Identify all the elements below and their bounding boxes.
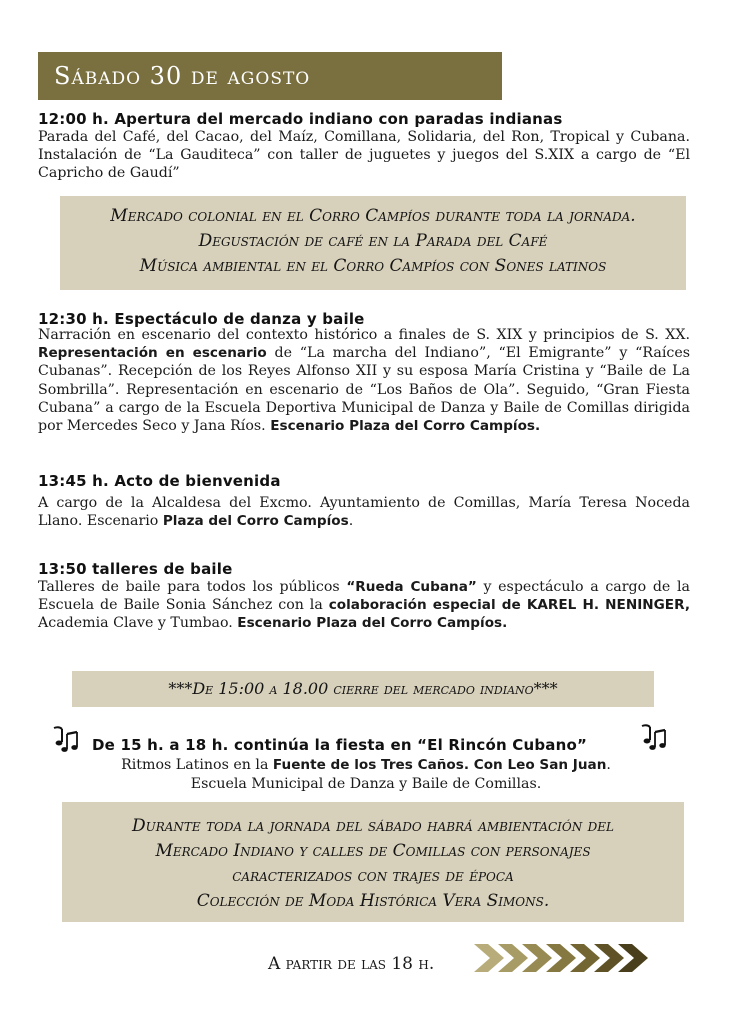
text-run: A cargo de la Alcaldesa del Excmo. Ayuntamiento de Comillas, María Teresa Noceda Llano. Escenario — [38, 495, 690, 530]
text-bold: “Rueda Cubana” — [346, 579, 477, 595]
info-box-line: Colección de Moda Histórica Vera Simons. — [196, 891, 550, 911]
info-box-line: Mercado colonial en el Corro Campíos durante toda la jornada. — [110, 206, 636, 226]
info-box-line: Degustación de café en la Parada del Café — [198, 231, 548, 251]
info-box-line: ***De 15:00 a 18.00 cierre del mercado indiano*** — [168, 679, 558, 698]
section-title-bienvenida: 13:45 h. Acto de bienvenida — [38, 472, 281, 490]
music-notes-icon — [638, 722, 668, 752]
section-text-danza — [38, 326, 690, 435]
page-title: Sábado 30 de agosto — [38, 52, 502, 100]
text-bold: Escenario Plaza del Corro Campíos. — [237, 615, 508, 632]
section-text-apertura: Parada del Café, del Cacao, del Maíz, Comillana, Solidaria, del Ron, Tropical y Cubana. Instalación de “La Gauditeca” con taller de juguetes y juegos del S.XIX a cargo de “El Capricho de Gaudí” — [38, 129, 690, 182]
chevron-arrows-icon — [474, 942, 660, 974]
section-title-apertura: 12:00 h. Apertura del mercado indiano con paradas indianas — [38, 110, 563, 128]
text-bold: Escenario Plaza del Corro Campíos. — [270, 418, 541, 435]
text-run: Narración en escenario del contexto histórico a finales de S. XIX y principios de S. XX. — [38, 327, 690, 343]
info-box-line: Música ambiental en el Corro Campíos con Sones latinos — [139, 256, 607, 276]
info-box-ambientacion — [62, 802, 684, 922]
info-box-mercado-colonial — [60, 196, 686, 290]
text-run: Ritmos Latinos en la — [121, 757, 273, 773]
rincon-cubano-line-1 — [0, 756, 732, 774]
text-bold: Fuente de los Tres Caños. Con Leo San Juan — [272, 757, 607, 773]
section-title-talleres: 13:50 talleres de baile — [38, 560, 233, 578]
text-run: Academia Clave y Tumbao. — [38, 615, 238, 632]
text-bold: Representación en escenario — [38, 345, 267, 362]
footer-text: A partir de las 18 h. — [268, 954, 435, 974]
text-run: . — [348, 513, 354, 530]
section-title-rincon-cubano: De 15 h. a 18 h. continúa la fiesta en “El Rincón Cubano” — [92, 736, 588, 754]
text-run: y espectáculo a cargo de la Escuela de Baile Sonia Sánchez con la — [38, 579, 690, 614]
section-text-talleres — [38, 578, 690, 633]
info-box-line: Mercado Indiano y calles de Comillas con personajes — [155, 841, 591, 861]
info-box-line: Durante toda la jornada del sábado habrá ambientación del — [131, 816, 615, 836]
info-box-cierre — [72, 671, 654, 707]
text-run: Talleres de baile para todos los públicos — [38, 579, 347, 595]
section-title-danza: 12:30 h. Espectáculo de danza y baile — [38, 310, 365, 328]
text-run: de “La marcha del Indiano”, “El Emigrante” y “Raíces Cubanas”. Recepción de los Reyes Alfonso XII y su esposa María Cristina y “Baile de La Sombrilla”. Representación en escenario de “Los Baños de Ola”. Seguido, “Gran Fiesta Cubana” a cargo de la Escuela Deportiva Municipal de Danza y Baile de Comillas dirigida por Mercedes Seco y Jana Ríos. — [38, 345, 690, 435]
section-text-bienvenida — [38, 494, 690, 530]
rincon-cubano-line-2: Escuela Municipal de Danza y Baile de Comillas. — [190, 776, 542, 792]
text-run: . — [606, 757, 611, 773]
text-bold: Plaza del Corro Campíos — [162, 513, 349, 530]
info-box-line: caracterizados con trajes de época — [232, 866, 514, 886]
text-bold: colaboración especial de KAREL H. NENINGER, — [328, 597, 690, 614]
music-notes-icon — [50, 724, 80, 754]
